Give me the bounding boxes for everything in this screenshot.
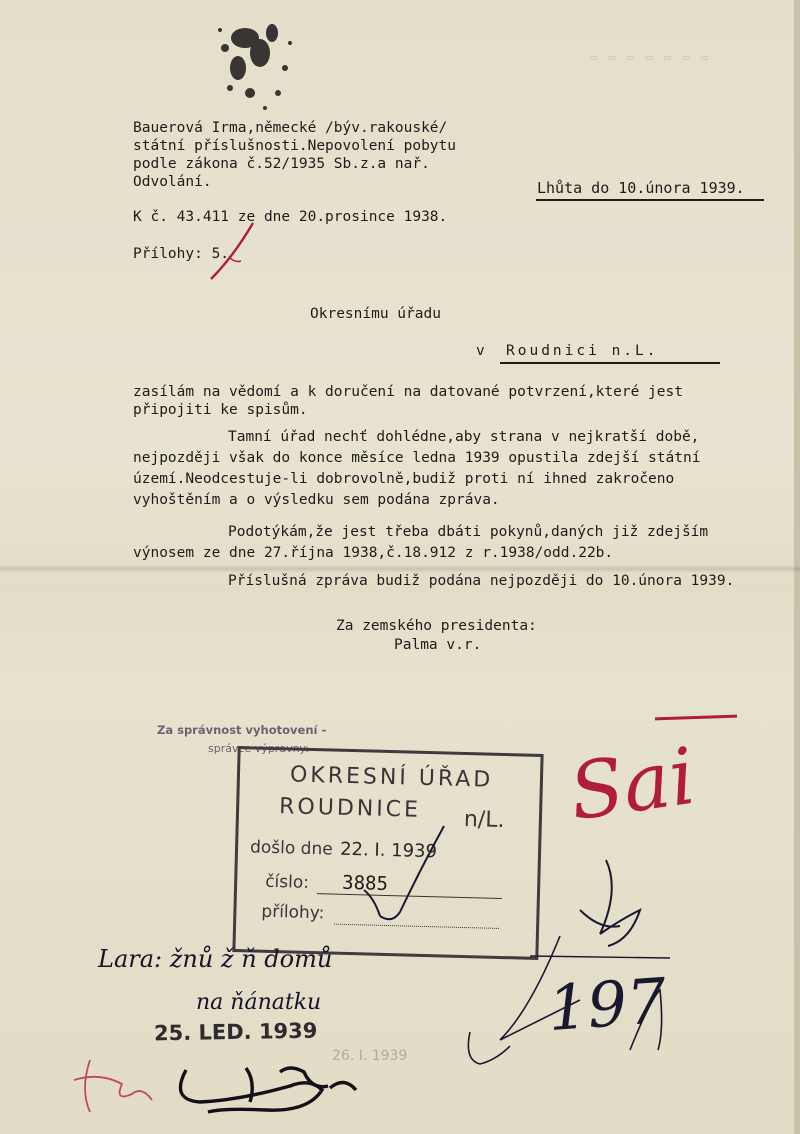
addressee-place: Roudnici n.L.: [506, 343, 659, 359]
reference-number: K č. 43.411 ze dne 20.prosince 1938.: [133, 209, 448, 225]
stamp-town: ROUDNICE: [278, 794, 422, 823]
stamp-number-label: číslo:: [264, 871, 310, 893]
addressee-underline: [500, 362, 720, 364]
addressee-prefix: v: [476, 343, 485, 359]
signature-name: Palma v.r.: [394, 637, 482, 653]
certification-stamp: Za správnost vyhotovení -: [157, 723, 327, 737]
handwritten-signature-scribbles: [60, 850, 780, 1130]
subject-line: státní příslušnosti.Nepovolení pobytu: [133, 138, 457, 154]
body-line: území.Neodcestuje-li dobrovolně,budiž proti ní ihned zakročeno: [133, 471, 675, 487]
body-line: výnosem ze dne 27.října 1938,č.18.912 z r.1938/odd.22b.: [133, 545, 614, 561]
ink-blot: [200, 8, 310, 118]
body-line: připojiti ke spisům.: [133, 402, 308, 418]
bleed-through-marks: ▭ ▭ ▭ ▭ ▭ ▭ ▭: [590, 50, 710, 64]
body-line: Tamní úřad nechť dohlédne,aby strana v nejkratší době,: [228, 429, 700, 445]
subject-line: podle zákona č.52/1935 Sb.z.a nař.: [133, 156, 430, 172]
subject-line: Bauerová Irma,německé /býv.rakouské/: [133, 120, 448, 136]
handwritten-note-line1: Lara: žnů ž ň domů: [98, 945, 333, 973]
paper-fold: [0, 565, 800, 573]
attachments-count: Přílohy: 5.: [133, 246, 230, 262]
stamp-town-suffix: n/L.: [463, 806, 505, 834]
addressee-office: Okresnímu úřadu: [310, 306, 441, 322]
red-check-mark: [205, 215, 275, 285]
body-line: Příslušná zpráva budiž podána nejpozději do 10.února 1939.: [228, 573, 735, 589]
certification-clerk: správce výpravny:: [208, 742, 309, 755]
stamp-attachments-label: přílohy:: [261, 901, 325, 924]
deadline: Lhůta do 10.února 1939.: [537, 179, 745, 197]
body-line: nejpozději však do konce měsíce ledna 1939 opustila zdejší státní: [133, 450, 701, 466]
red-initials: Sai: [564, 731, 701, 839]
body-line: zasílám na vědomí a k doručení na datované potvrzení,které jest: [133, 384, 683, 400]
stamp-received-label: došlo dne: [249, 837, 333, 860]
stamp-received-date: 22. I. 1939: [339, 838, 438, 863]
stamp-number: 3885: [341, 871, 389, 896]
deadline-underline: [536, 199, 764, 201]
body-line: vyhoštěním a o výsledku sem podána zpráva.: [133, 492, 500, 508]
subject-line: Odvolání.: [133, 174, 212, 190]
handwritten-note-line2: na ňánatku: [196, 990, 322, 1015]
faint-date-stamp: 26. I. 1939: [332, 1048, 408, 1064]
handwritten-number: 197: [545, 963, 669, 1046]
signature-title: Za zemského presidenta:: [336, 618, 537, 634]
body-line: Podotýkám,že jest třeba dbáti pokynů,daných již zdejším: [228, 524, 709, 540]
red-pencil-line: [655, 715, 737, 721]
date-received-stamp: 25. LED. 1939: [153, 1018, 318, 1046]
stamp-office: OKRESNÍ ÚŘAD: [289, 762, 494, 793]
